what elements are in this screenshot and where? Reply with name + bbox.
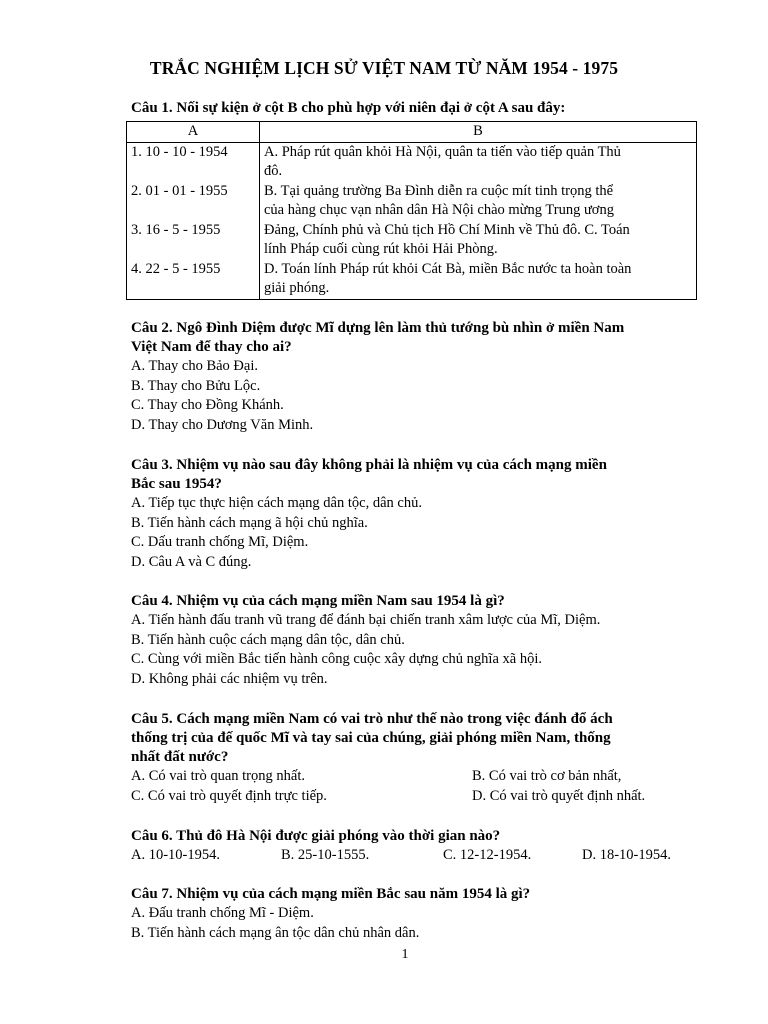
question-head: Câu 5. Cách mạng miền Nam có vai trò như thế nào trong việc đánh đổ ách bbox=[131, 711, 613, 727]
date-item: 4. 22 - 5 - 1955 bbox=[131, 260, 221, 277]
question-6 bbox=[131, 827, 691, 866]
answer-option: A. Tiếp tục thực hiện cách mạng dân tộc, dân chủ. bbox=[131, 495, 422, 511]
question-5 bbox=[131, 710, 691, 806]
question-3 bbox=[131, 456, 691, 572]
answer-option: C. Cùng với miền Bắc tiến hành công cuộc xây dựng chủ nghĩa xã hội. bbox=[131, 651, 542, 667]
answer-option: B. Có vai trò cơ bản nhất, bbox=[472, 768, 622, 784]
answer-option: B. Thay cho Bửu Lộc. bbox=[131, 377, 261, 394]
answer-option: A. 10-10-1954. bbox=[131, 847, 221, 863]
event-line: D. Toán lính Pháp rút khỏi Cát Bà, miền Bắc nước ta hoàn toàn bbox=[264, 260, 632, 277]
question-head: Câu 2. Ngô Đình Diệm được Mĩ dựng lên làm thủ tướng bù nhìn ở miền Nam bbox=[131, 320, 625, 336]
question-head: Việt Nam để thay cho ai? bbox=[131, 339, 292, 355]
event-line: giải phóng. bbox=[264, 280, 330, 296]
question-4 bbox=[131, 592, 691, 689]
answer-option: D. Thay cho Dương Văn Minh. bbox=[131, 416, 314, 433]
date-item: 1. 10 - 10 - 1954 bbox=[131, 143, 228, 160]
event-line: lính Pháp cuối cùng rút khỏi Hải Phòng. bbox=[264, 241, 498, 257]
answer-row bbox=[131, 846, 691, 866]
event-line: A. Pháp rút quân khỏi Hà Nội, quân ta tiến vào tiếp quản Thủ bbox=[264, 143, 621, 160]
column-a-header: A bbox=[127, 122, 260, 143]
event-line: Đảng, Chính phủ và Chủ tịch Hồ Chí Minh về Thủ đô. C. Toán bbox=[264, 221, 630, 238]
answer-option: A. Có vai trò quan trọng nhất. bbox=[131, 768, 305, 784]
column-b-cell bbox=[260, 142, 697, 299]
answer-option: A. Tiến hành đấu tranh vũ trang để đánh bại chiến tranh xâm lược của Mĩ, Diệm. bbox=[131, 612, 601, 628]
answer-option: B. Tiến hành cách mạng ân tộc dân chủ nhân dân. bbox=[131, 924, 420, 941]
question-2 bbox=[131, 319, 691, 435]
answer-option: D. Câu A và C đúng. bbox=[131, 553, 252, 570]
date-item: 2. 01 - 01 - 1955 bbox=[131, 182, 228, 199]
question-head: Câu 7. Nhiệm vụ của cách mạng miền Bắc sau năm 1954 là gì? bbox=[131, 886, 531, 902]
event-line: B. Tại quảng trường Ba Đình diễn ra cuộc mít tinh trọng thể bbox=[264, 182, 614, 199]
column-a-cell bbox=[127, 142, 260, 299]
event-line: đô. bbox=[264, 163, 283, 179]
question-head: Câu 3. Nhiệm vụ nào sau đây không phải là nhiệm vụ của cách mạng miền bbox=[131, 457, 607, 473]
answer-option: A. Đấu tranh chống Mĩ - Diệm. bbox=[131, 905, 314, 921]
column-b-header: B bbox=[260, 122, 697, 143]
question-head: Bắc sau 1954? bbox=[131, 476, 222, 492]
question-head: thống trị của đế quốc Mĩ và tay sai của chúng, giải phóng miền Nam, thống bbox=[131, 730, 611, 746]
answer-option: C. 12-12-1954. bbox=[443, 847, 532, 863]
answer-option: D. Có vai trò quyết định nhất. bbox=[472, 787, 646, 804]
answer-option: B. 25-10-1555. bbox=[281, 847, 370, 863]
question-head: nhất đất nước? bbox=[131, 749, 229, 765]
answer-option: A. Thay cho Bảo Đại. bbox=[131, 358, 258, 374]
answer-option: D. Không phải các nhiệm vụ trên. bbox=[131, 670, 328, 687]
question-head: Câu 6. Thủ đô Hà Nội được giải phóng vào thời gian nào? bbox=[131, 828, 501, 844]
answer-option: B. Tiến hành cách mạng ã hội chủ nghĩa. bbox=[131, 514, 368, 531]
question-head: Câu 4. Nhiệm vụ của cách mạng miền Nam sau 1954 là gì? bbox=[131, 593, 505, 609]
event-line: của hàng chục vạn nhân dân Hà Nội chào mừng Trung ương bbox=[264, 202, 614, 218]
answer-row bbox=[131, 787, 691, 807]
page-number: 1 bbox=[401, 947, 409, 962]
answer-option: B. Tiến hành cuộc cách mạng dân tộc, dân chủ. bbox=[131, 631, 405, 648]
date-item: 3. 16 - 5 - 1955 bbox=[131, 221, 221, 238]
answer-option: C. Dấu tranh chống Mĩ, Diệm. bbox=[131, 534, 309, 550]
answer-option: C. Thay cho Đồng Khánh. bbox=[131, 397, 284, 413]
question-7 bbox=[131, 885, 691, 943]
answer-option: C. Có vai trò quyết định trực tiếp. bbox=[131, 787, 327, 804]
matching-table bbox=[126, 121, 697, 300]
answer-option: D. 18-10-1954. bbox=[582, 847, 672, 863]
question-1-head: Câu 1. Nối sự kiện ở cột B cho phù hợp với niên đại ở cột A sau đây: bbox=[131, 100, 566, 116]
document-title: TRẮC NGHIỆM LỊCH SỬ VIỆT NAM TỪ NĂM 1954 - 1975 bbox=[149, 58, 619, 78]
answer-row bbox=[131, 767, 691, 787]
